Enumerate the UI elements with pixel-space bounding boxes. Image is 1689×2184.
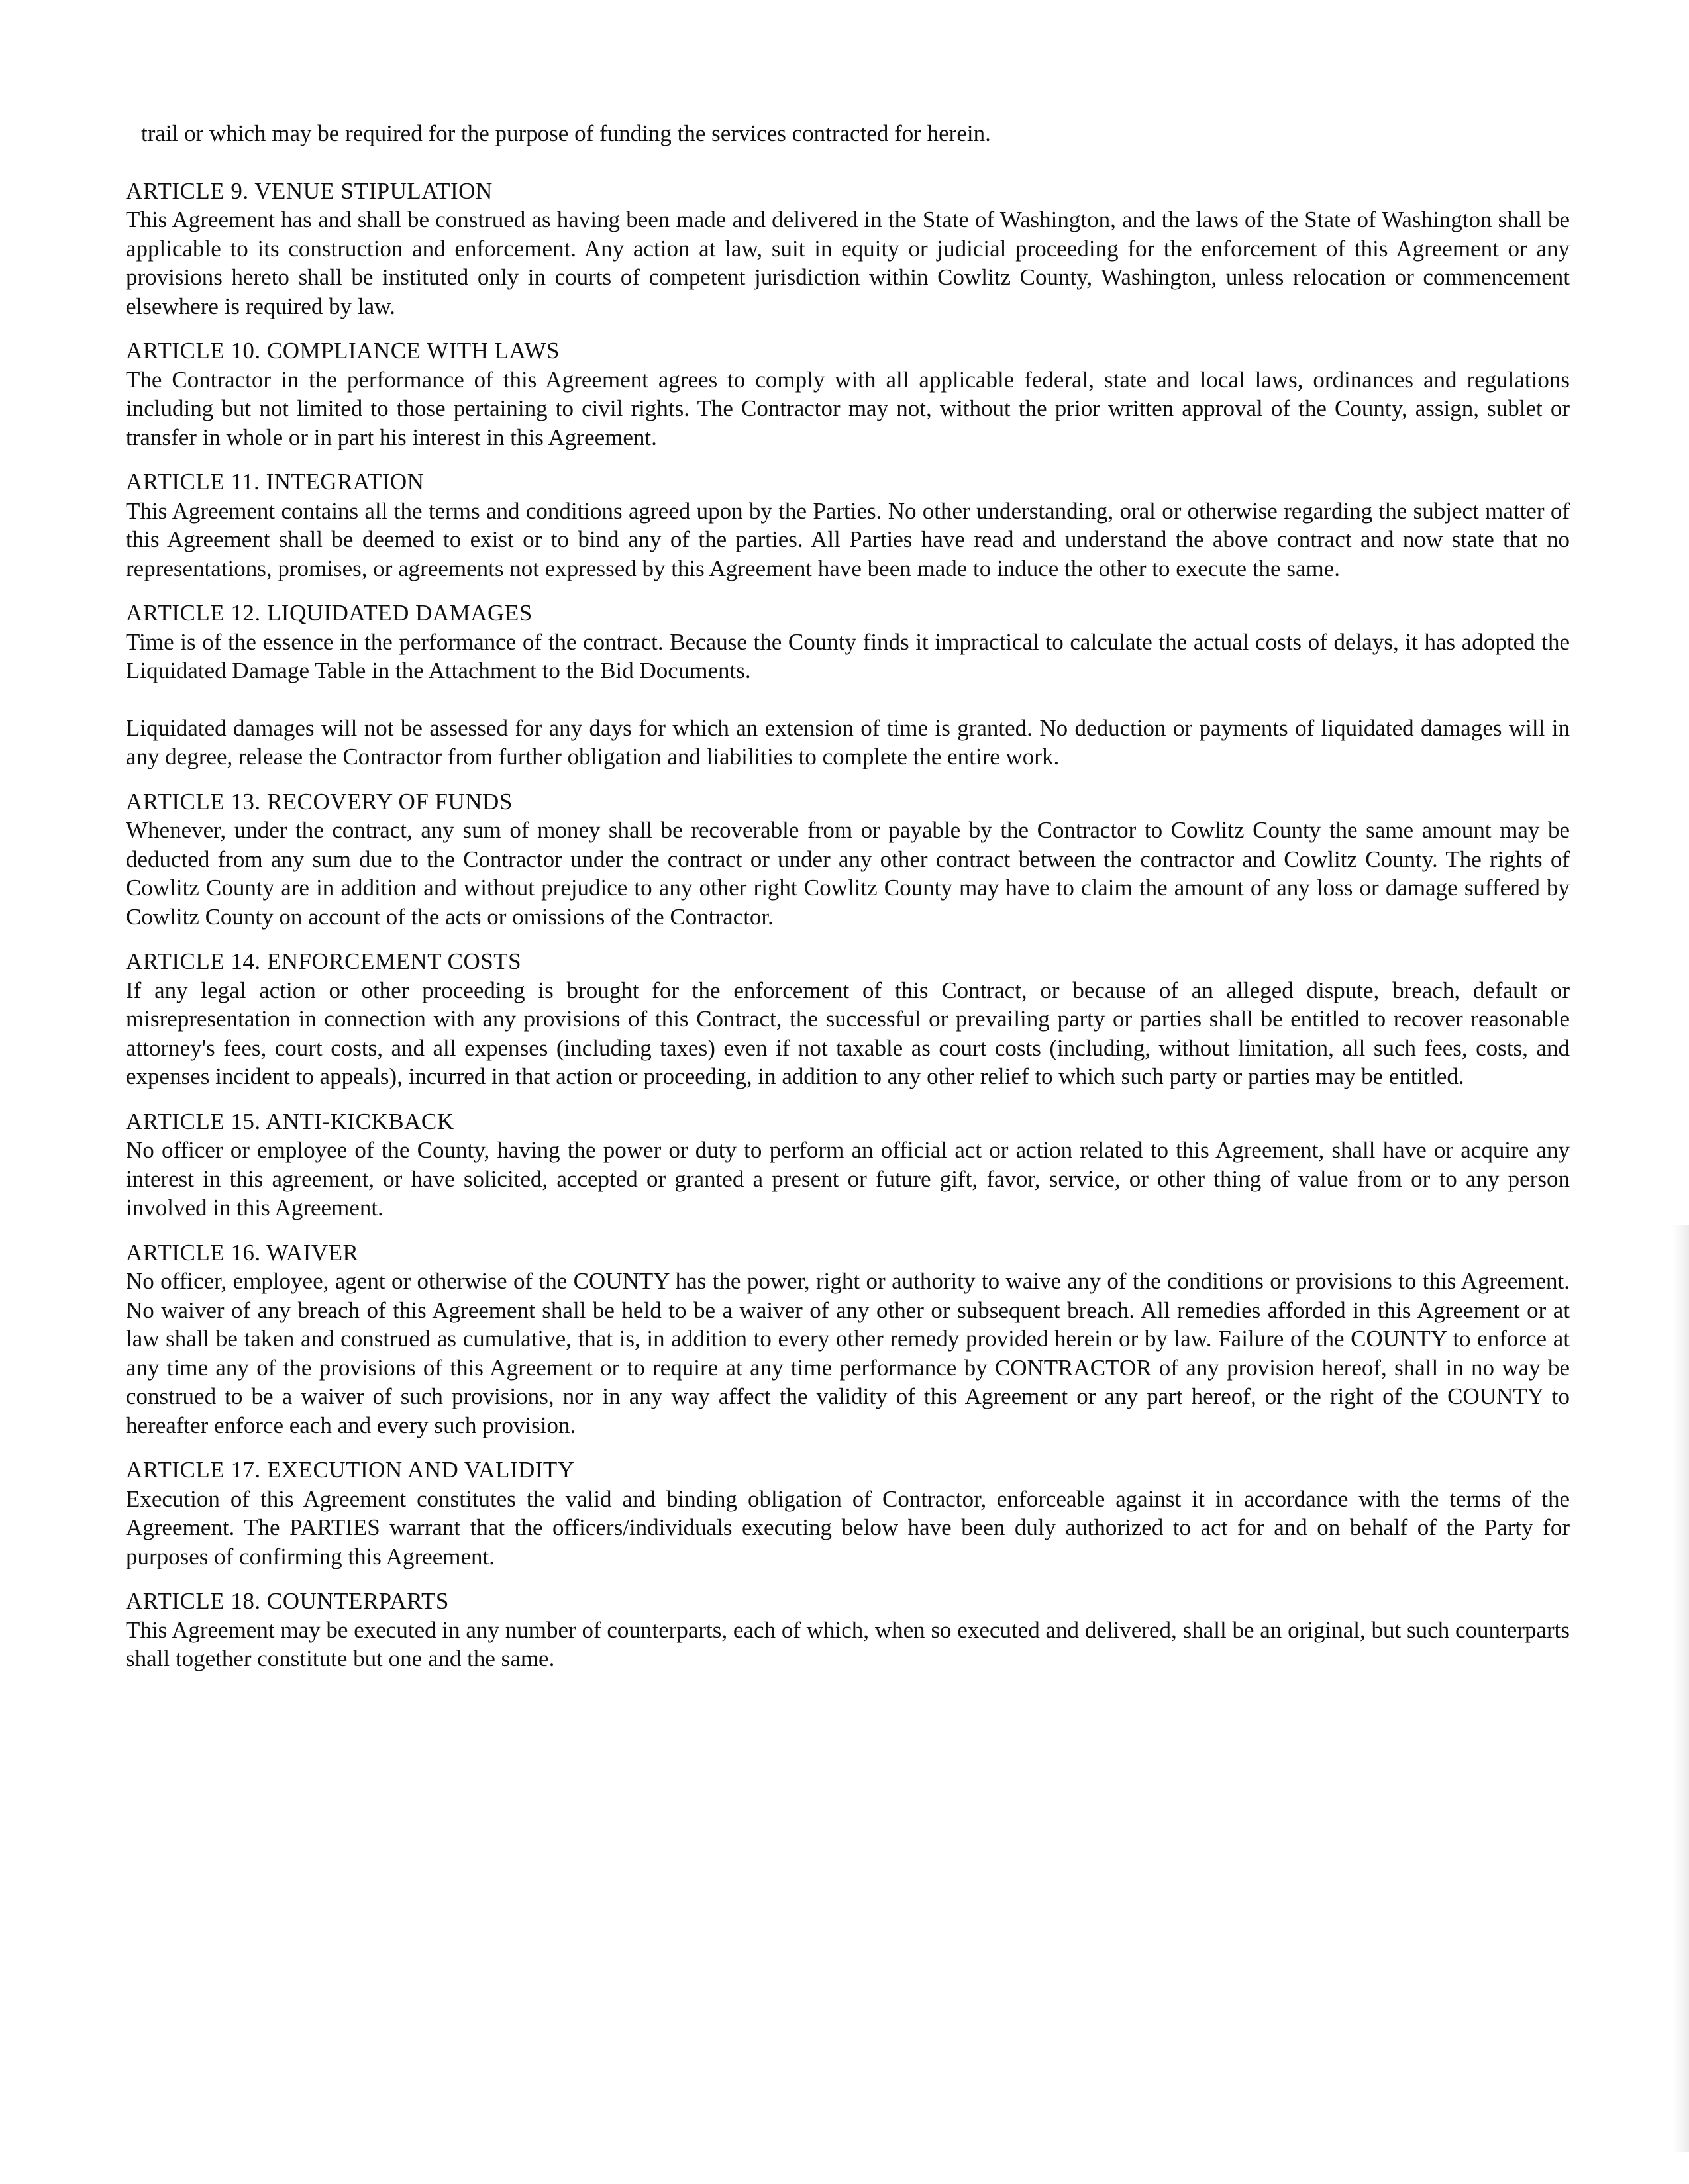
article-18 <box>126 1587 1570 1673</box>
article-heading: ARTICLE 13. RECOVERY OF FUNDS <box>126 788 513 815</box>
article-10 <box>126 336 1570 452</box>
article-paragraph: If any legal action or other proceeding is brought for the enforcement of this Contract, or because of an alleged dispute, breach, default or misrepresentation in connection with any provisions of this Contract, the successful or prevailing party or parties shall be entitled to recover reasonable attorney's fees, court costs, and all expenses (including taxes) even if not taxable as court costs (including, without limitation, all such fees, costs, and expenses incident to appeals), incurred in that action or proceeding, in addition to any other relief to which such party or parties may be entitled. <box>126 977 1570 1089</box>
article-9 <box>126 177 1570 321</box>
article-paragraph: The Contractor in the performance of this Agreement agrees to comply with all applicable federal, state and local laws, ordinances and regulations including but not limited to those pertaining to civil rights. The Contractor may not, without the prior written approval of the County, assign, sublet or transfer in whole or in part his interest in this Agreement. <box>126 366 1570 450</box>
article-paragraph: This Agreement may be executed in any number of counterparts, each of which, when so executed and delivered, shall be an original, but such counterparts shall together constitute but one and the same. <box>126 1616 1570 1671</box>
article-13 <box>126 787 1570 932</box>
scan-edge-artifact <box>1672 1225 1689 2152</box>
article-paragraph: No officer or employee of the County, having the power or duty to perform an official act or action related to this Agreement, shall have or acquire any interest in this agreement, or have solicited, accepted or granted a present or future gift, favor, service, or other thing of value from or to any person involved in this Agreement. <box>126 1137 1570 1220</box>
continued-text: trail or which may be required for the purpose of funding the services contracted for herein. <box>141 121 991 146</box>
article-paragraph: This Agreement contains all the terms and conditions agreed upon by the Parties. No other understanding, oral or otherwise regarding the subject matter of this Agreement shall be deemed to exist or to bind any of the parties. All Parties have read and understand the above contract and now state that no representations, promises, or agreements not expressed by this Agreement have been made to induce the other to execute the same. <box>126 497 1570 581</box>
article-paragraph: Execution of this Agreement constitutes the valid and binding obligation of Contractor, enforceable against it in accordance with the terms of the Agreement. The PARTIES warrant that the officers/individuals executing below have been duly authorized to act for and on behalf of the Party for purposes of confirming this Agreement. <box>126 1485 1570 1569</box>
article-heading: ARTICLE 11. INTEGRATION <box>126 469 425 495</box>
article-11 <box>126 468 1570 583</box>
article-14 <box>126 947 1570 1091</box>
article-heading: ARTICLE 15. ANTI-KICKBACK <box>126 1108 454 1134</box>
article-heading: ARTICLE 18. COUNTERPARTS <box>126 1588 449 1614</box>
document-body <box>126 119 1570 1689</box>
article-16 <box>126 1238 1570 1440</box>
article-15 <box>126 1107 1570 1222</box>
article-heading: ARTICLE 10. COMPLIANCE WITH LAWS <box>126 338 560 364</box>
article-heading: ARTICLE 14. ENFORCEMENT COSTS <box>126 948 522 974</box>
article-paragraph: Whenever, under the contract, any sum of money shall be recoverable from or payable by the Contractor to Cowlitz County the same amount may be deducted from any sum due to the Contractor under the contract or under any other contract between the contractor and Cowlitz County. The rights of Cowlitz County are in addition and without prejudice to any other right Cowlitz County may have to claim the amount of any loss or damage suffered by Cowlitz County on account of the acts or omissions of the Contractor. <box>126 817 1570 930</box>
article-12 <box>126 599 1570 771</box>
article-17 <box>126 1456 1570 1571</box>
article-paragraph: No officer, employee, agent or otherwise of the COUNTY has the power, right or authority to waive any of the conditions or provisions to this Agreement. No waiver of any breach of this Agreement shall be held to be a waiver of any other or subsequent breach. All remedies afforded in this Agreement or at law shall be taken and construed as cumulative, that is, in addition to every other remedy provided herein or by law. Failure of the COUNTY to enforce at any time any of the provisions of this Agreement or to require at any time performance by CONTRACTOR of any provision hereof, shall in no way be construed to be a waiver of such provisions, nor in any way affect the validity of this Agreement or any part hereof, or the right of the COUNTY to hereafter enforce each and every such provision. <box>126 1268 1570 1438</box>
article-paragraph: This Agreement has and shall be construed as having been made and delivered in the State of Washington, and the laws of the State of Washington shall be applicable to its construction and enforcement. Any action at law, suit in equity or judicial proceeding for the enforcement of this Agreement or any provisions hereto shall be instituted only in courts of competent jurisdiction within Cowlitz County, Washington, unless relocation or commencement elsewhere is required by law. <box>126 207 1570 319</box>
article-heading: ARTICLE 16. WAIVER <box>126 1239 359 1266</box>
article-heading: ARTICLE 9. VENUE STIPULATION <box>126 177 493 204</box>
article-paragraph: Liquidated damages will not be assessed for any days for which an extension of time is granted. No deduction or payments of liquidated damages will in any degree, release the Contractor from further obligation and liabilities to complete the entire work. <box>126 715 1570 769</box>
article-paragraph: Time is of the essence in the performance of the contract. Because the County finds it impractical to calculate the actual costs of delays, it has adopted the Liquidated Damage Table in the Attachment to the Bid Documents. <box>126 628 1570 683</box>
article-heading: ARTICLE 17. EXECUTION AND VALIDITY <box>126 1457 575 1483</box>
article-heading: ARTICLE 12. LIQUIDATED DAMAGES <box>126 600 533 626</box>
